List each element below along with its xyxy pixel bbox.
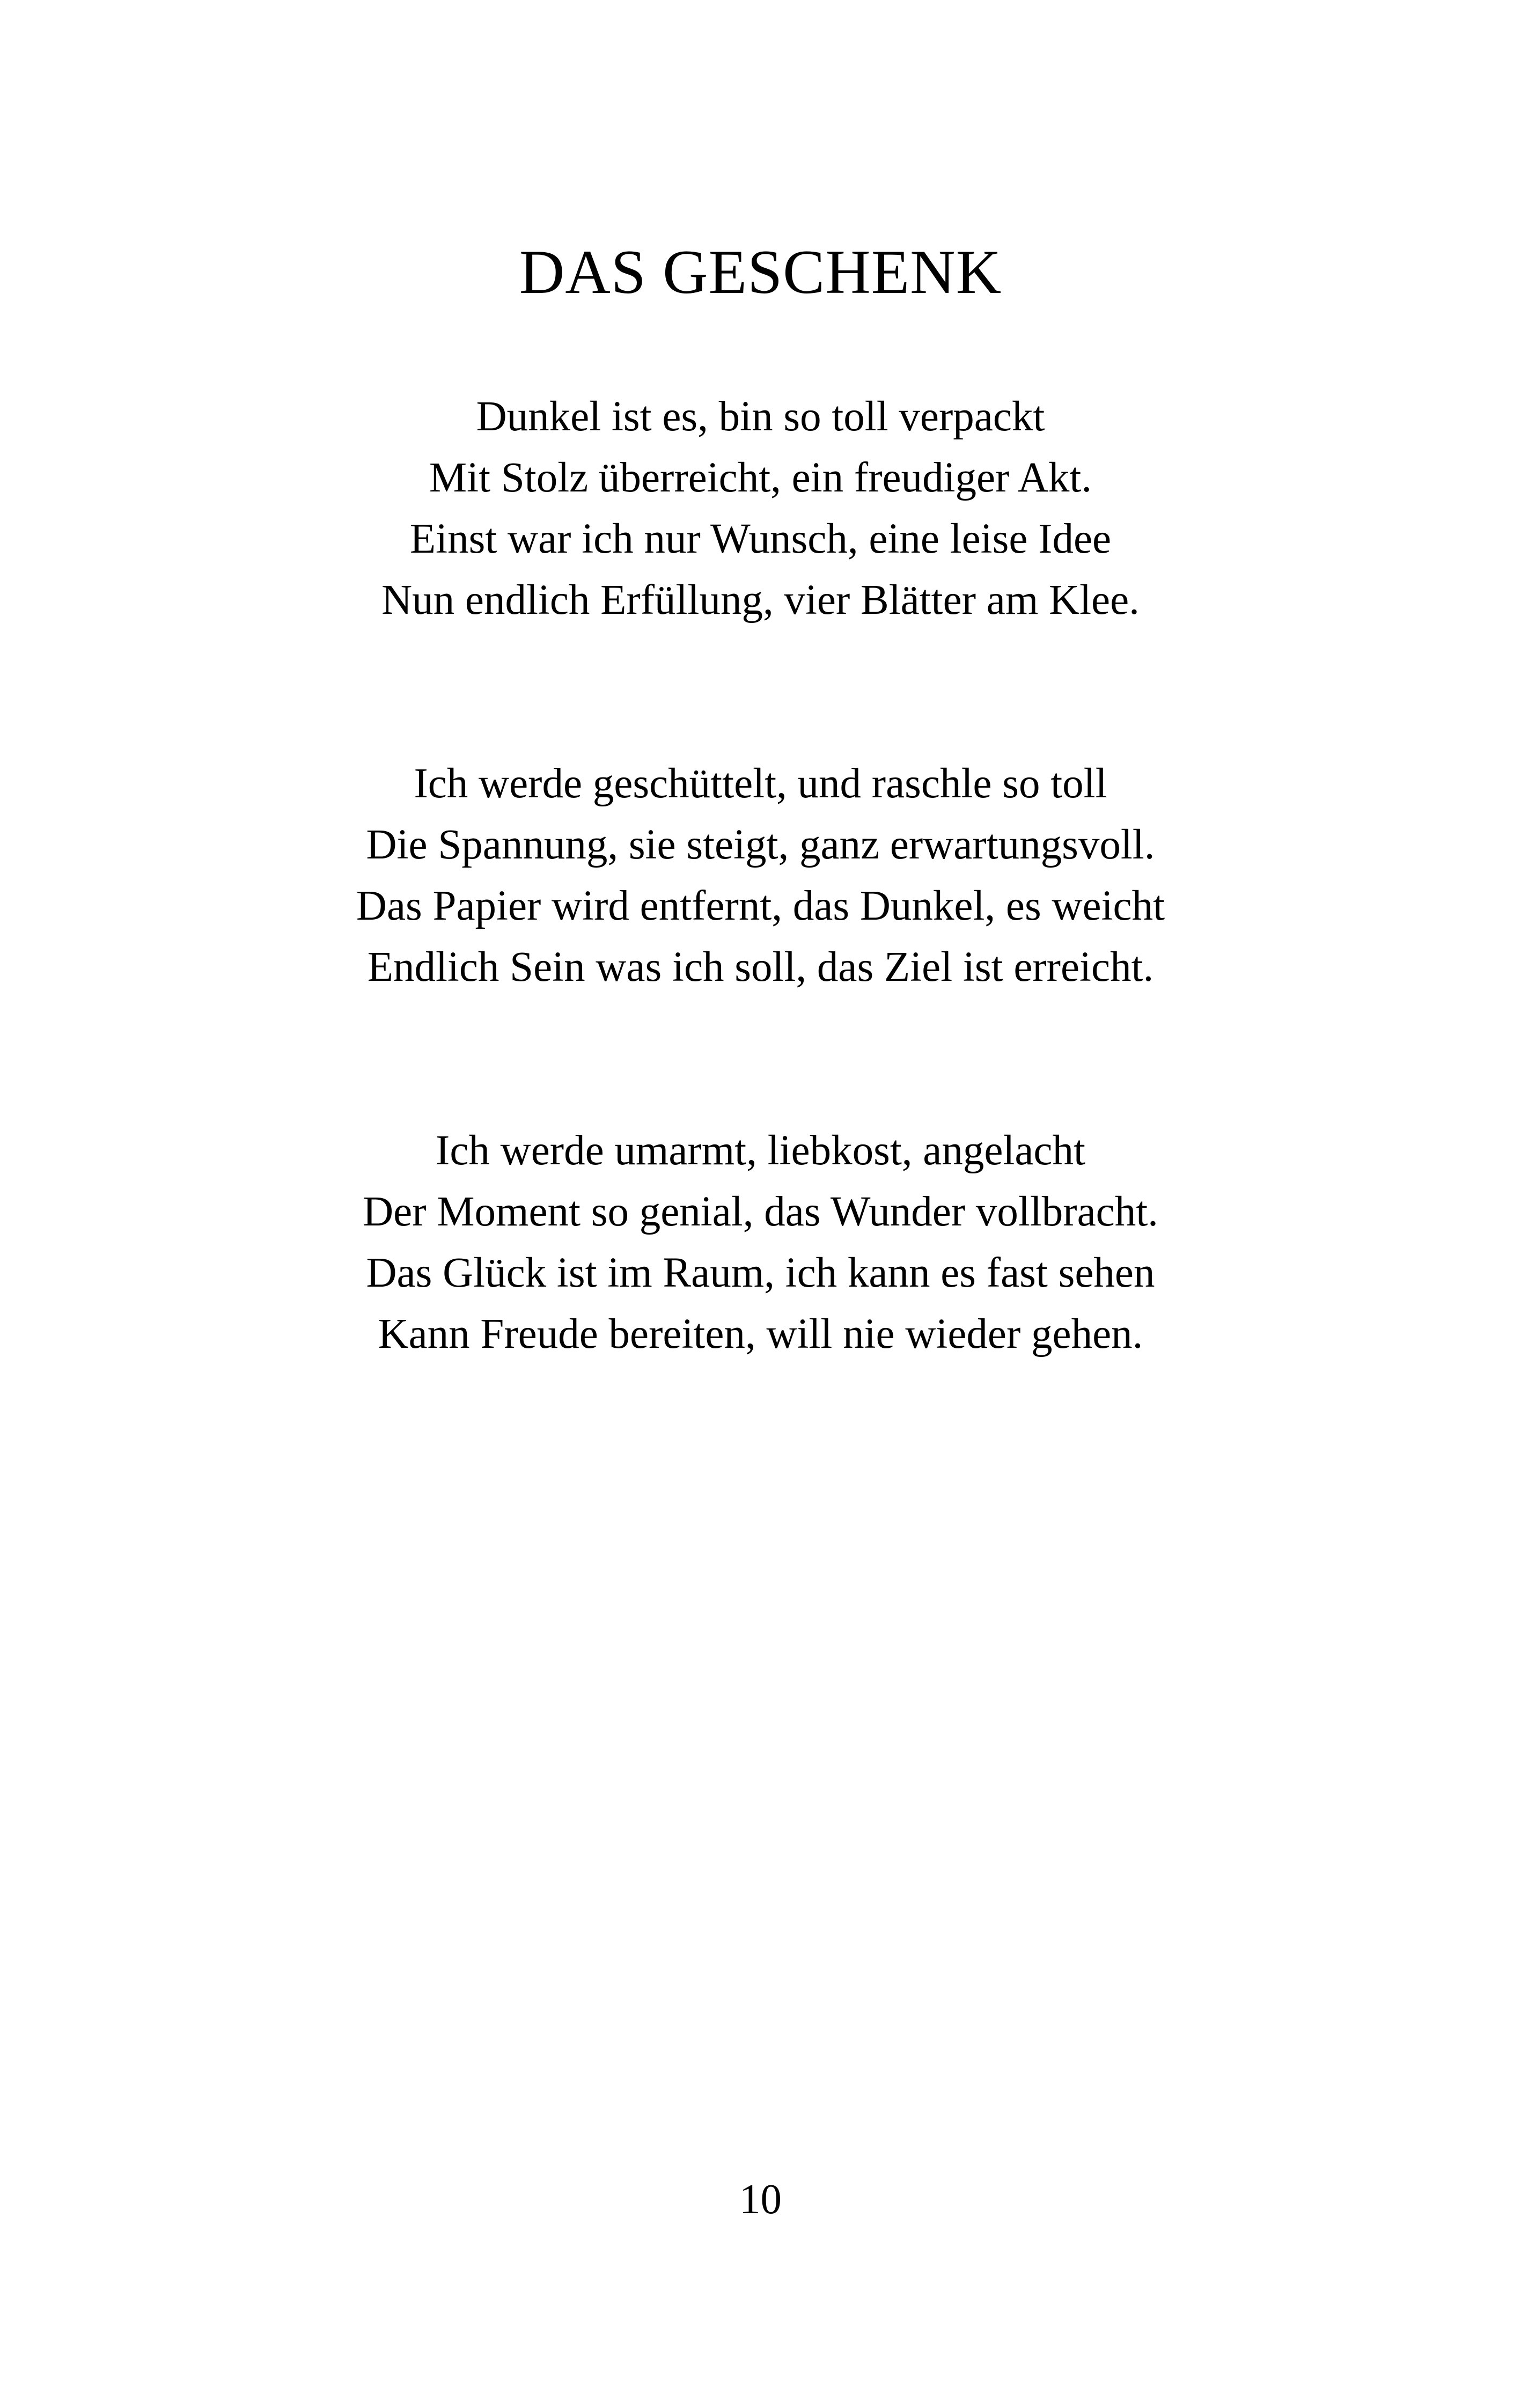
poem-line: Ich werde geschüttelt, und raschle so toll	[414, 760, 1107, 807]
poem-line: Kann Freude bereiten, will nie wieder gehen.	[378, 1311, 1143, 1357]
stanza-1	[0, 386, 1521, 631]
poem-line: Ich werde umarmt, liebkost, angelacht	[436, 1127, 1085, 1174]
poem-title: DAS GESCHENK	[519, 238, 1002, 307]
poem-line: Endlich Sein was ich soll, das Ziel ist erreicht.	[367, 944, 1154, 990]
stanza-3	[0, 1120, 1521, 1365]
poem-line: Einst war ich nur Wunsch, eine leise Idee	[409, 516, 1112, 562]
poem-line: Das Glück ist im Raum, ich kann es fast sehen	[366, 1250, 1155, 1296]
poem-line: Nun endlich Erfüllung, vier Blätter am Klee.	[381, 577, 1140, 623]
poem-line: Dunkel ist es, bin so toll verpackt	[476, 393, 1045, 440]
poem-line: Der Moment so genial, das Wunder vollbracht.	[363, 1188, 1158, 1235]
page-number: 10	[739, 2176, 782, 2223]
poem-body	[0, 386, 1521, 1487]
poem-line: Mit Stolz überreicht, ein freudiger Akt.	[429, 454, 1092, 501]
poem-line: Das Papier wird entfernt, das Dunkel, es weicht	[356, 883, 1165, 929]
stanza-2	[0, 753, 1521, 998]
poem-line: Die Spannung, sie steigt, ganz erwartungsvoll.	[366, 821, 1155, 868]
